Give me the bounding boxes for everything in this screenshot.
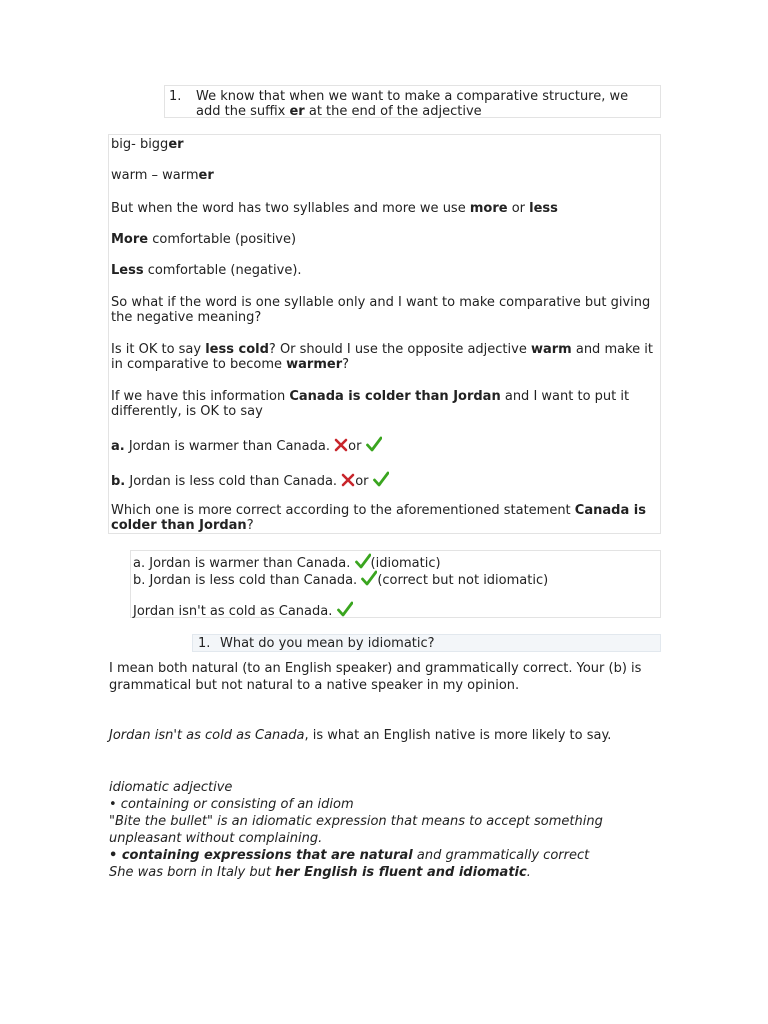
check-icon <box>337 601 353 617</box>
reply-line-1: I mean both natural (to an English speaker) and grammatically correct. Your (b) is <box>109 661 642 676</box>
question-post <box>108 134 661 534</box>
question-2-text: What do you mean by idiomatic? <box>220 636 435 651</box>
definition-sense-1: • containing or consisting of an idiom <box>109 797 354 812</box>
list-number: 1. <box>169 89 182 104</box>
which-line-2: colder than Jordan? <box>111 518 254 533</box>
more-comfortable: More comfortable (positive) <box>111 232 297 247</box>
answer-a: a. Jordan is warmer than Canada. (idiomatic) <box>133 553 441 572</box>
is-ok-line-1: Is it OK to say less cold? Or should I use the opposite adjective warm and make it <box>111 342 653 357</box>
reply-line-2: grammatical but not natural to a native speaker in my opinion. <box>109 678 520 693</box>
question-1-text: We know that when we want to make a comparative structure, we add the suffix er at the end of the adjective <box>196 89 629 119</box>
reply-paragraph-2: Jordan isn't as cold as Canada, is what an English native is more likely to say. <box>109 728 612 743</box>
definition-example-1-line-2: unpleasant without complaining. <box>109 831 323 846</box>
answer-box <box>130 550 661 618</box>
if-we-line-2: differently, is OK to say <box>111 404 263 419</box>
question-2-box <box>192 634 661 652</box>
definition-heading: idiomatic adjective <box>109 780 233 795</box>
cross-icon <box>334 438 348 452</box>
example-warm: warm – warmer <box>111 168 214 183</box>
check-icon <box>366 436 382 452</box>
so-what-line-2: the negative meaning? <box>111 310 262 325</box>
is-ok-line-2: in comparative to become warmer? <box>111 357 350 372</box>
less-comfortable: Less comfortable (negative). <box>111 263 302 278</box>
example-big: big- bigger <box>111 137 184 152</box>
definition-example-2: She was born in Italy but her English is fluent and idiomatic. <box>109 865 531 880</box>
check-icon <box>373 471 389 487</box>
definition-sense-2: • containing expressions that are natural and grammatically correct <box>109 848 590 863</box>
list-number: 1. <box>198 636 211 651</box>
so-what-line-1: So what if the word is one syllable only and I want to make comparative but giving <box>111 295 651 310</box>
definition-example-1-line-1: "Bite the bullet" is an idiomatic expression that means to accept something <box>109 814 603 829</box>
two-syllable-rule: But when the word has two syllables and more we use more or less <box>111 201 558 216</box>
answer-b: b. Jordan is less cold than Canada. (correct but not idiomatic) <box>133 570 548 589</box>
check-icon <box>361 570 377 586</box>
option-b: b. Jordan is less cold than Canada. or <box>111 471 389 490</box>
question-1-box <box>164 85 661 118</box>
cross-icon <box>341 473 355 487</box>
which-line-1: Which one is more correct according to the aforementioned statement Canada is <box>111 503 646 518</box>
check-icon <box>355 553 371 569</box>
answer-c: Jordan isn't as cold as Canada. <box>133 601 353 620</box>
if-we-line-1: If we have this information Canada is colder than Jordan and I want to put it <box>111 389 630 404</box>
option-a: a. Jordan is warmer than Canada. or <box>111 436 382 455</box>
